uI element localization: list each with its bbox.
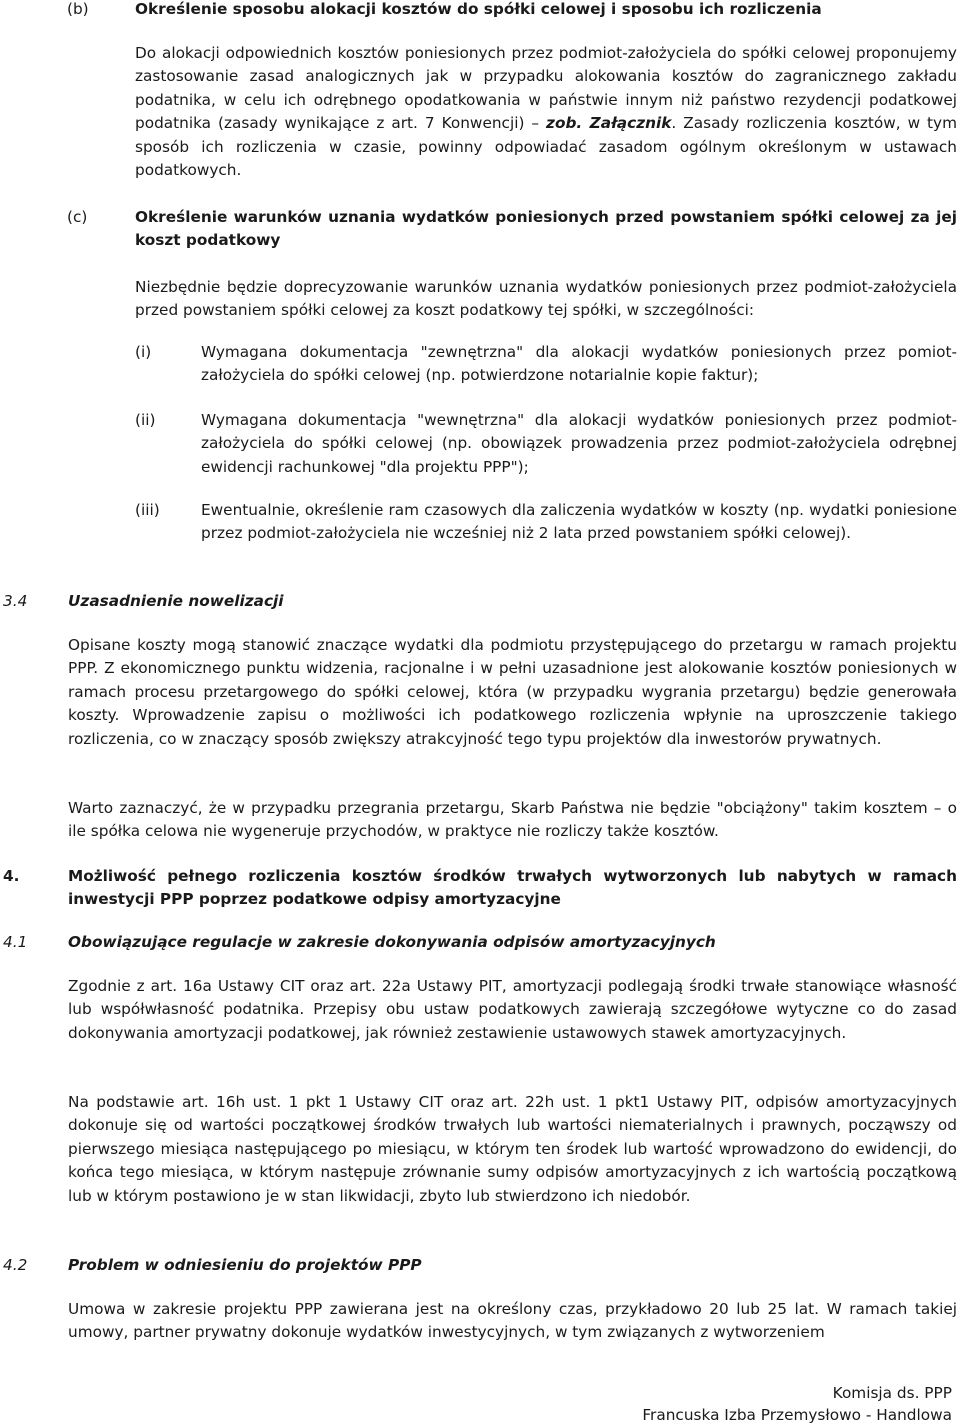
section-3-4-number: 3.4 xyxy=(3,592,28,610)
list-item: Wymagana dokumentacja "zewnętrzna" dla alokacji wydatków poniesionych przez pomiot-założyciela do spółki celowej (np. potwierdzone notarialnie kopie faktur); xyxy=(201,343,957,385)
section-3-4-paragraph-1: Opisane koszty mogą stanowić znaczące wydatki dla podmiotu przystępującego do przetargu w ramach projektu PPP. Z ekonomicznego punktu widzenia, racjonalne i w pełni uzasadnione jest alokowanie kosztów poniesionych w ramach procesu przetargowego do spółki celowej, która (w przypadku wygrania przetargu) będzie generowała koszty. Wprowadzenie zapisu o możliwości ich podatkowego rozliczenia wpłynie na uproszczenie takiego rozliczenia, co w znaczący sposób zwiększy atrakcyjność tego typu projektów dla inwestorów prywatnych. xyxy=(68,636,957,748)
section-c-label: (c) xyxy=(67,208,88,226)
section-c-heading: Określenie warunków uznania wydatków poniesionych przed powstaniem spółki celowej za jej koszt podatkowy xyxy=(135,208,957,250)
section-4-2-number: 4.2 xyxy=(3,1256,28,1274)
section-b-paragraph xyxy=(135,42,957,182)
section-4-1-paragraph-2: Na podstawie art. 16h ust. 1 pkt 1 Ustawy CIT oraz art. 22h ust. 1 pkt1 Ustawy PIT, odpisów amortyzacyjnych dokonuje się od wartości początkowej środków trwałych lub wartości niematerialnych i prawnych, począwszy od pierwszego miesiąca następującego po miesiącu, w którym ten środek lub wartość wprowadzono do ewidencji, do końca tego miesiąca, w którym następuje zrównanie sumy odpisów amortyzacyjnych z ich wartością początkową lub w którym postawiono je w stan likwidacji, zbyto lub stwierdzono ich niedobór. xyxy=(68,1093,957,1205)
section-4-1-paragraph-1: Zgodnie z art. 16a Ustawy CIT oraz art. 22a Ustawy PIT, amortyzacji podlegają środki trwałe stanowiące własność lub współwłasność podatnika. Przepisy obu ustaw podatkowych zawierają szczegółowe wytyczne co do zasad dokonywania amortyzacji podatkowej, jak również zestawienie ustawowych stawek amortyzacyjnych. xyxy=(68,977,957,1042)
section-b-text: Do alokacji odpowiednich kosztów poniesionych przez podmiot-założyciela do spółki celowej proponujemy zastosowanie zasad analogicznych jak w przypadku alokowania kosztów do zagranicznego zakładu podatnika, w celu ich odrębnego opodatkowania w państwie innym niż państwo rezydencji podatkowej podatnika (zasady wynikające z art. 7 Konwencji) – xyxy=(135,44,957,133)
list-item-label: (iii) xyxy=(135,501,160,519)
section-3-4-paragraph-2: Warto zaznaczyć, że w przypadku przegrania przetargu, Skarb Państwa nie będzie "obciążony" takim kosztem – o ile spółka celowa nie wygeneruje przychodów, w praktyce nie rozliczy także kosztów. xyxy=(68,799,957,841)
list-item-label: (ii) xyxy=(135,411,156,429)
page-footer xyxy=(642,1382,952,1426)
section-b-text-2: . Zasady rozliczenia kosztów, w tym sposób ich rozliczenia w czasie, powinny odpowiadać zasadom ogólnym określonym w ustawach podatkowych. xyxy=(135,114,958,180)
footer-commission: Komisja ds. PPP xyxy=(832,1384,952,1402)
section-4-title: Możliwość pełnego rozliczenia kosztów środków trwałych wytworzonych lub nabytych w ramach inwestycji PPP poprzez podatkowe odpisy amortyzacyjne xyxy=(68,867,957,909)
section-4-1-title: Obowiązujące regulacje w zakresie dokonywania odpisów amortyzacyjnych xyxy=(68,933,716,951)
section-c-paragraph: Niezbędnie będzie doprecyzowanie warunków uznania wydatków poniesionych przez podmiot-założyciela przed powstaniem spółki celowej za koszt podatkowy tej spółki, w szczególności: xyxy=(135,278,957,320)
section-4-number: 4. xyxy=(3,867,20,885)
list-item: Wymagana dokumentacja "wewnętrzna" dla alokacji wydatków poniesionych przez podmiot-założyciela do spółki celowej (np. obowiązek prowadzenia przez podmiot-założyciela odrębnej ewidencji rachunkowej "dla projektu PPP"); xyxy=(201,411,957,476)
section-3-4-title: Uzasadnienie nowelizacji xyxy=(68,592,284,610)
section-b-label: (b) xyxy=(67,0,89,18)
section-b-heading: Określenie sposobu alokacji kosztów do spółki celowej i sposobu ich rozliczenia xyxy=(135,0,822,18)
annex-reference: zob. Załącznik xyxy=(546,114,672,133)
list-item-label: (i) xyxy=(135,343,152,361)
section-4-2-paragraph: Umowa w zakresie projektu PPP zawierana jest na określony czas, przykładowo 20 lub 25 lat. W ramach takiej umowy, partner prywatny dokonuje wydatków inwestycyjnych, w tym związanych z wytworzeniem xyxy=(68,1300,957,1342)
footer-organization: Francuska Izba Przemysłowo - Handlowa xyxy=(642,1406,952,1424)
section-4-2-title: Problem w odniesieniu do projektów PPP xyxy=(68,1256,422,1274)
list-item: Ewentualnie, określenie ram czasowych dla zaliczenia wydatków w koszty (np. wydatki poniesione przez podmiot-założyciela nie wcześniej niż 2 lata przed powstaniem spółki celowej). xyxy=(201,501,957,543)
section-4-1-number: 4.1 xyxy=(3,933,28,951)
